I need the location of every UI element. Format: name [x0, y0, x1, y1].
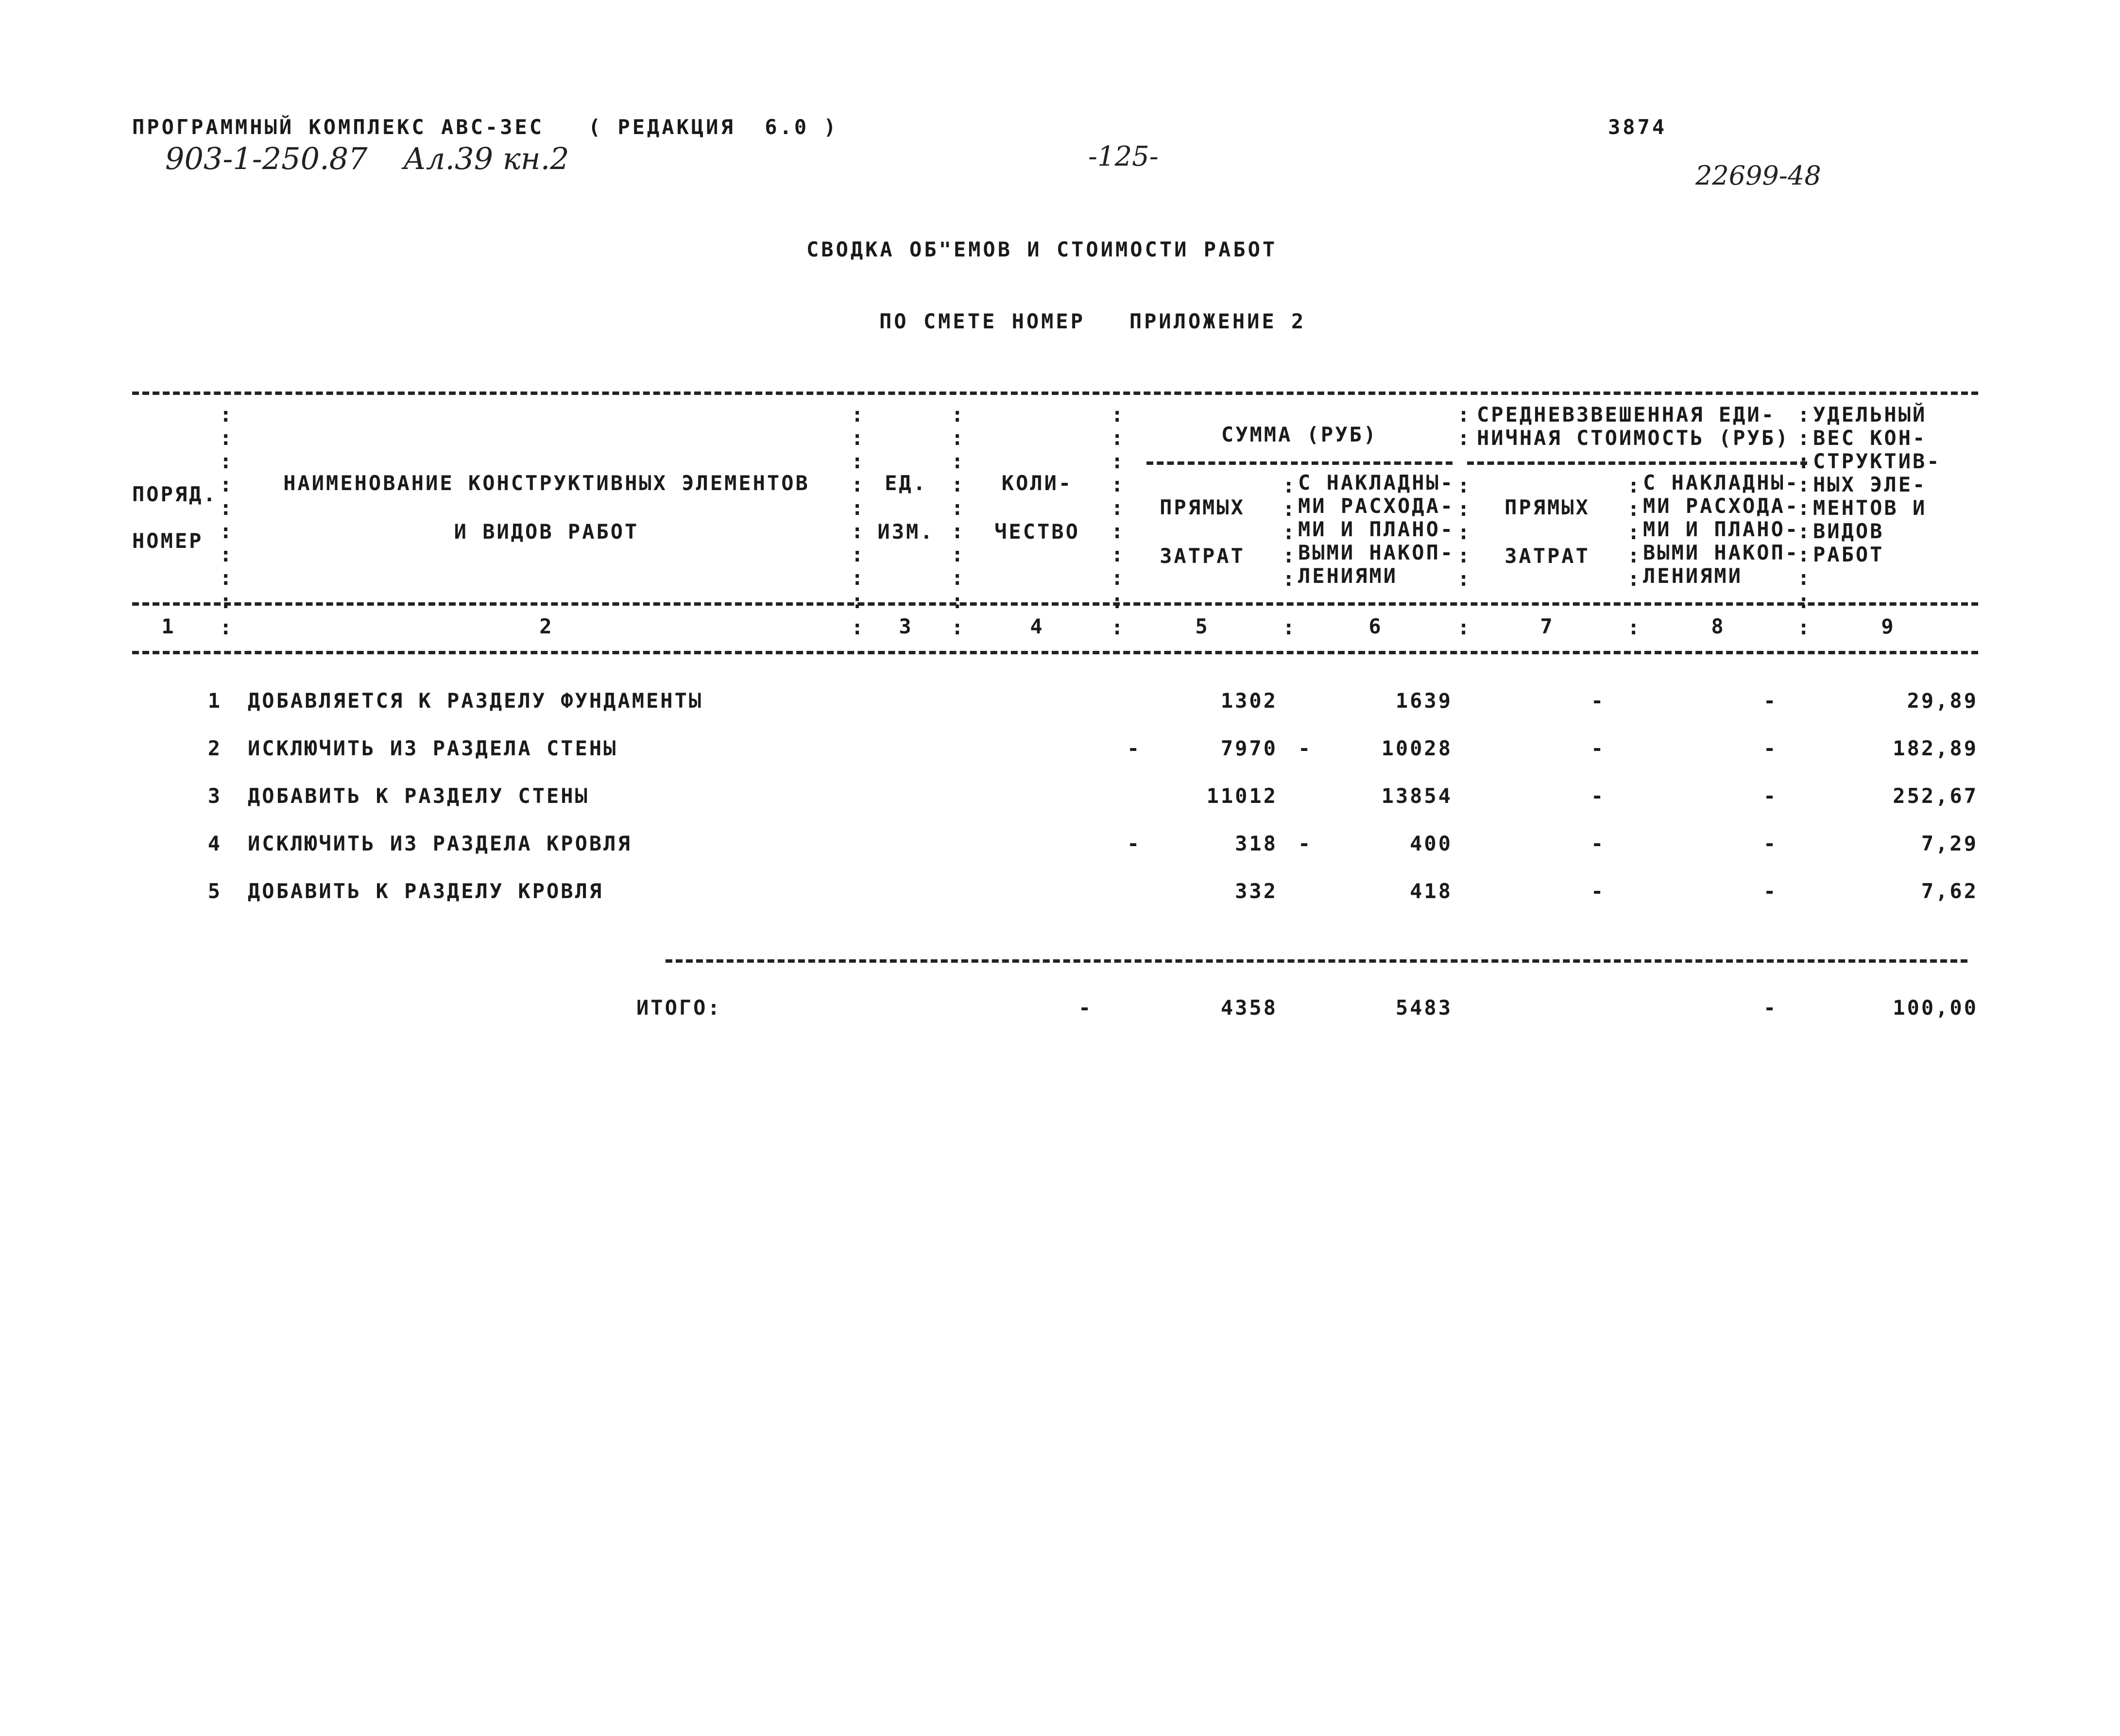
value-col7: - — [1591, 784, 1606, 808]
value-col9: 29,89 — [1907, 689, 1978, 713]
value-col5: 11012 — [1206, 784, 1278, 808]
row-name: ДОБАВИТЬ К РАЗДЕЛУ СТЕНЫ — [248, 784, 589, 808]
header-col9: УДЕЛЬНЫЙ ВЕС КОН- СТРУКТИВ- НЫХ ЭЛЕ- МЕНТОВ И ВИДОВ РАБОТ — [1813, 403, 1941, 566]
row-name: ИСКЛЮЧИТЬ ИЗ РАЗДЕЛА КРОВЛЯ — [248, 832, 632, 855]
column-number: 2 — [539, 614, 554, 638]
column-number: 4 — [1030, 614, 1044, 638]
header-col7: ПРЯМЫХ ЗАТРАТ — [1505, 495, 1590, 568]
header-col5: ПРЯМЫХ ЗАТРАТ — [1160, 495, 1245, 568]
value-col5: 7970 — [1220, 736, 1278, 760]
header-col4: КОЛИ- ЧЕСТВО — [994, 471, 1080, 544]
table-row — [0, 879, 2120, 908]
total-label: ИТОГО: — [636, 996, 722, 1020]
column-number: 7 — [1540, 614, 1555, 638]
total-col6: 5483 — [1395, 996, 1453, 1020]
header-col1: ПОРЯД. НОМЕР — [132, 482, 218, 553]
row-number: 4 — [207, 832, 222, 855]
page-number: -125- — [1088, 141, 1159, 172]
inventory-number: 22699-48 — [1695, 160, 1821, 191]
column-number: 5 — [1195, 614, 1210, 638]
value-col6: 13854 — [1381, 784, 1453, 808]
total-sign: - — [1078, 996, 1093, 1020]
total-col5: 4358 — [1220, 996, 1278, 1020]
value-col5: 1302 — [1220, 689, 1278, 713]
column-number: 9 — [1881, 614, 1896, 638]
value-col6: 10028 — [1381, 736, 1453, 760]
value-col5: 318 — [1235, 832, 1278, 855]
value-col6: 418 — [1410, 879, 1453, 903]
sign-col6: - — [1298, 832, 1313, 855]
value-col7: - — [1591, 879, 1606, 903]
group1-rule — [1146, 461, 1453, 465]
total-col8: - — [1763, 996, 1778, 1020]
row-name: ДОБАВИТЬ К РАЗДЕЛУ КРОВЛЯ — [248, 879, 604, 903]
value-col7: - — [1591, 832, 1606, 855]
report-subtitle: ПО СМЕТЕ НОМЕР ПРИЛОЖЕНИЕ 2 — [879, 309, 1306, 333]
value-col8: - — [1763, 832, 1778, 855]
value-col7: - — [1591, 736, 1606, 760]
header-col2: НАИМЕНОВАНИЕ КОНСТРУКТИВНЫХ ЭЛЕМЕНТОВ И ВИДОВ РАБОТ — [283, 471, 810, 544]
header-col3: ЕД. ИЗМ. — [877, 471, 935, 544]
value-col7: - — [1591, 689, 1606, 713]
header-bottom-rule — [132, 602, 1978, 606]
row-number: 2 — [207, 736, 222, 760]
program-header: ПРОГРАММНЫЙ КОМПЛЕКС АВС-ЗЕС ( РЕДАКЦИЯ 6.0 ) — [132, 115, 838, 139]
column-number: 3 — [899, 614, 913, 638]
sign-col5: - — [1127, 736, 1142, 760]
report-title: СВОДКА ОБ"ЕМОВ И СТОИМОСТИ РАБОТ — [806, 238, 1278, 261]
table-row — [0, 689, 2120, 718]
header-col6: С НАКЛАДНЫ- МИ РАСХОДА- МИ И ПЛАНО- ВЫМИ НАКОП- ЛЕНИЯМИ — [1298, 471, 1455, 588]
document-code: 3874 — [1608, 115, 1667, 139]
column-numbers-rule — [132, 651, 1978, 654]
column-number: 8 — [1711, 614, 1726, 638]
value-col8: - — [1763, 879, 1778, 903]
table-row — [0, 736, 2120, 766]
header-group-sum: СУММА (РУБ) — [1221, 423, 1378, 446]
header-col8: С НАКЛАДНЫ- МИ РАСХОДА- МИ И ПЛАНО- ВЫМИ НАКОП- ЛЕНИЯМИ — [1643, 471, 1800, 588]
table-row — [0, 832, 2120, 861]
row-number: 3 — [207, 784, 222, 808]
value-col9: 252,67 — [1893, 784, 1978, 808]
group2-rule — [1467, 461, 1807, 465]
column-number: 1 — [161, 614, 176, 638]
value-col9: 7,29 — [1921, 832, 1978, 855]
total-rule — [666, 959, 1967, 963]
value-col6: 1639 — [1395, 689, 1453, 713]
row-name: ДОБАВЛЯЕТСЯ К РАЗДЕЛУ ФУНДАМЕНТЫ — [248, 689, 703, 713]
value-col8: - — [1763, 736, 1778, 760]
total-col9: 100,00 — [1893, 996, 1978, 1020]
value-col8: - — [1763, 784, 1778, 808]
value-col9: 182,89 — [1893, 736, 1978, 760]
header-group-avg-cost: СРЕДНЕВЗВЕШЕННАЯ ЕДИ- НИЧНАЯ СТОИМОСТЬ (РУБ) — [1477, 403, 1790, 450]
value-col6: 400 — [1410, 832, 1453, 855]
value-col9: 7,62 — [1921, 879, 1978, 903]
handwritten-album-ref: Ал.39 кн.2 — [403, 141, 569, 176]
value-col5: 332 — [1235, 879, 1278, 903]
sign-col6: - — [1298, 736, 1313, 760]
value-col8: - — [1763, 689, 1778, 713]
table-top-rule — [132, 391, 1978, 395]
handwritten-project-ref: 903-1-250.87 — [165, 141, 368, 176]
row-number: 5 — [207, 879, 222, 903]
total-row — [0, 996, 2120, 1025]
column-number: 6 — [1368, 614, 1383, 638]
row-name: ИСКЛЮЧИТЬ ИЗ РАЗДЕЛА СТЕНЫ — [248, 736, 618, 760]
sign-col5: - — [1127, 832, 1142, 855]
table-row — [0, 784, 2120, 813]
row-number: 1 — [207, 689, 222, 713]
